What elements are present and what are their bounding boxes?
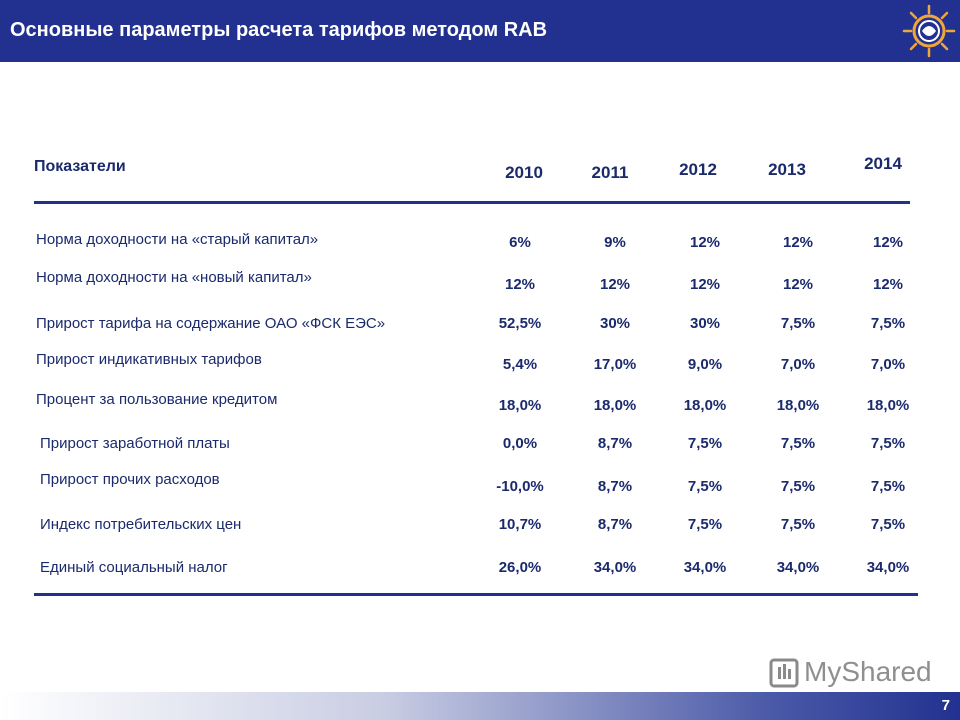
row-label: Индекс потребительских цен <box>40 516 242 533</box>
table-cell: 17,0% <box>593 356 637 373</box>
table-cell: 18,0% <box>776 397 820 414</box>
column-header-indicators: Показатели <box>34 158 126 175</box>
row-label: Прирост тарифа на содержание ОАО «ФСК ЕЭС» <box>36 315 386 332</box>
table-cell: 7,5% <box>870 315 906 332</box>
table-cell: 7,5% <box>687 435 723 452</box>
table-cell: 7,0% <box>780 356 816 373</box>
table-cell: 18,0% <box>866 397 910 414</box>
table-cell: 7,5% <box>870 478 906 495</box>
table-cell: 18,0% <box>498 397 542 414</box>
table-cell: 7,5% <box>780 516 816 533</box>
table-cell: 7,5% <box>687 478 723 495</box>
page-number: 7 <box>941 697 950 714</box>
watermark-text: MyShared <box>804 656 932 687</box>
table-cell: 7,5% <box>870 516 906 533</box>
table-cell: 7,5% <box>870 435 906 452</box>
column-header-year: 2010 <box>505 163 543 182</box>
table-cell: 7,5% <box>780 478 816 495</box>
table-cell: 18,0% <box>593 397 637 414</box>
table-cell: 7,0% <box>870 356 906 373</box>
row-label: Норма доходности на «новый капитал» <box>36 269 312 286</box>
footer-bar <box>0 692 960 720</box>
table-cell: 5,4% <box>502 356 538 373</box>
table-cell: 34,0% <box>593 559 637 576</box>
table-cell: 30% <box>689 315 721 332</box>
header-divider <box>34 201 910 204</box>
table-cell: 12% <box>599 276 631 293</box>
row-label: Прирост индикативных тарифов <box>36 351 262 368</box>
table-cell: 7,5% <box>687 516 723 533</box>
myshared-watermark <box>768 656 932 692</box>
row-label: Прирост заработной платы <box>40 435 230 452</box>
table-cell: 0,0% <box>502 435 538 452</box>
table-cell: 9% <box>604 234 626 251</box>
slide-header <box>0 0 960 62</box>
table-cell: 8,7% <box>597 435 633 452</box>
table-cell: 12% <box>872 234 904 251</box>
table-cell: 6% <box>509 234 531 251</box>
table-cell: 10,7% <box>498 516 542 533</box>
table-cell: 34,0% <box>866 559 910 576</box>
row-label: Процент за пользование кредитом <box>36 391 278 408</box>
table-cell: 12% <box>689 234 721 251</box>
table-cell: 34,0% <box>776 559 820 576</box>
table-cell: 12% <box>872 276 904 293</box>
table-cell: 26,0% <box>498 559 542 576</box>
row-label: Прирост прочих расходов <box>40 471 220 488</box>
table-cell: 34,0% <box>683 559 727 576</box>
column-header-year: 2013 <box>768 160 806 179</box>
table-cell: 18,0% <box>683 397 727 414</box>
footer-divider <box>34 593 918 596</box>
table-cell: 12% <box>782 276 814 293</box>
table-cell: 9,0% <box>687 356 723 373</box>
column-header-year: 2012 <box>679 160 717 179</box>
table-cell: 12% <box>782 234 814 251</box>
company-emblem-icon <box>896 2 958 60</box>
mysharedlogo-icon <box>768 656 808 692</box>
table-cell: 52,5% <box>498 315 542 332</box>
column-header-year: 2011 <box>591 163 629 182</box>
column-header-year: 2014 <box>864 154 902 173</box>
slide-title: Основные параметры расчета тарифов методом RAB <box>10 19 548 41</box>
row-label: Единый социальный налог <box>40 559 228 576</box>
table-cell: 7,5% <box>780 315 816 332</box>
table-cell: 12% <box>689 276 721 293</box>
table-cell: 12% <box>504 276 536 293</box>
table-cell: 30% <box>599 315 631 332</box>
table-cell: 7,5% <box>780 435 816 452</box>
row-label: Норма доходности на «старый капитал» <box>36 231 319 248</box>
table-cell: 8,7% <box>597 516 633 533</box>
table-cell: 8,7% <box>597 478 633 495</box>
table-cell: -10,0% <box>496 478 544 495</box>
